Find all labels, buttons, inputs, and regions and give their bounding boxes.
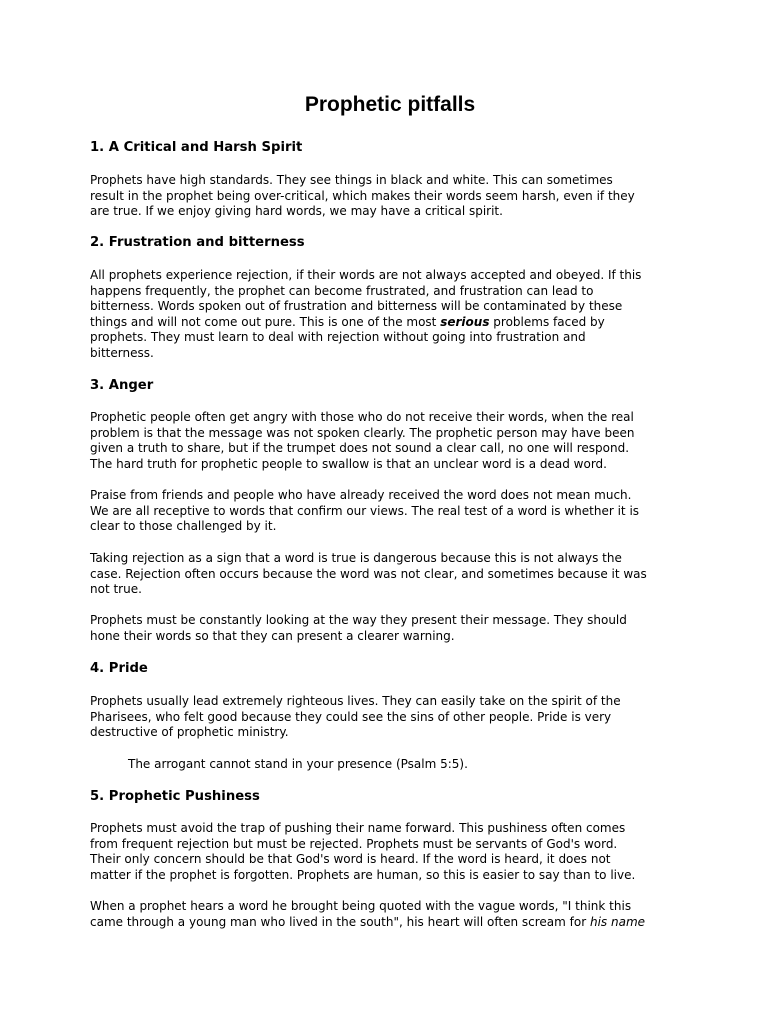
page-title: Prophetic pitfalls [304, 93, 476, 116]
paragraph: Prophets have high standards. They see things in black and white. This can sometimes result in the prophet being over-critical, which makes their words seem harsh, even if they are true. If we enjoy giving hard words, we may have a critical spirit. [90, 173, 635, 219]
section-heading-pushiness: 5. Prophetic Pushiness [90, 789, 260, 804]
paragraph: Taking rejection as a sign that a word is true is dangerous because this is not always the case. Rejection often occurs because the word was not clear, and sometimes because it was not true. [90, 551, 647, 597]
paragraph: Praise from friends and people who have already received the word does not mean much. We are all receptive to words that confirm our views. The real test of a word is whether it is clear to those challenged by it. [90, 488, 640, 534]
section-heading-anger: 3. Anger [90, 378, 154, 393]
section-heading-critical-spirit: 1. A Critical and Harsh Spirit [90, 140, 303, 155]
section-heading-frustration: 2. Frustration and bitterness [90, 235, 305, 250]
emphasis-serious: serious [440, 314, 490, 329]
paragraph: All prophets experience rejection, if their words are not always accepted and obeyed. If this happens frequently, the prophet can become frustrated, and frustration can lead to bitterness. Words spoken out of frustration and bitterness will be contaminated by these things and will not come out pure. This is one of the most serious problems faced by prophets. They must learn to deal with rejection without going into frustration and bitterness. [90, 268, 642, 360]
paragraph: When a prophet hears a word he brought being quoted with the vague words, "I think this came through a young man who lived in the south", his heart will often scream for his name [90, 899, 646, 929]
section-heading-pride: 4. Pride [90, 661, 148, 676]
paragraph: Prophetic people often get angry with those who do not receive their words, when the real problem is that the message was not spoken clearly. The prophetic person may have been given a truth to share, but if the trumpet does not sound a clear call, no one will respond. The hard truth for prophetic people to swallow is that an unclear word is a dead word. [90, 410, 635, 471]
paragraph: Prophets must avoid the trap of pushing their name forward. This pushiness often comes from frequent rejection but must be rejected. Prophets must be servants of God's word. Their only concern should be that God's word is heard. If the word is heard, it does not matter if the prophet is forgotten. Prophets are human, so this is easier to say than to live. [90, 821, 636, 882]
emphasis-his-name: his name [589, 914, 646, 929]
paragraph: Prophets usually lead extremely righteous lives. They can easily take on the spirit of the Pharisees, who felt good because they could see the sins of other people. Pride is very destructive of prophetic ministry. [90, 694, 621, 740]
scripture-quote: The arrogant cannot stand in your presence (Psalm 5:5). [128, 757, 468, 771]
paragraph: Prophets must be constantly looking at the way they present their message. They should hone their words so that they can present a clearer warning. [90, 613, 627, 643]
